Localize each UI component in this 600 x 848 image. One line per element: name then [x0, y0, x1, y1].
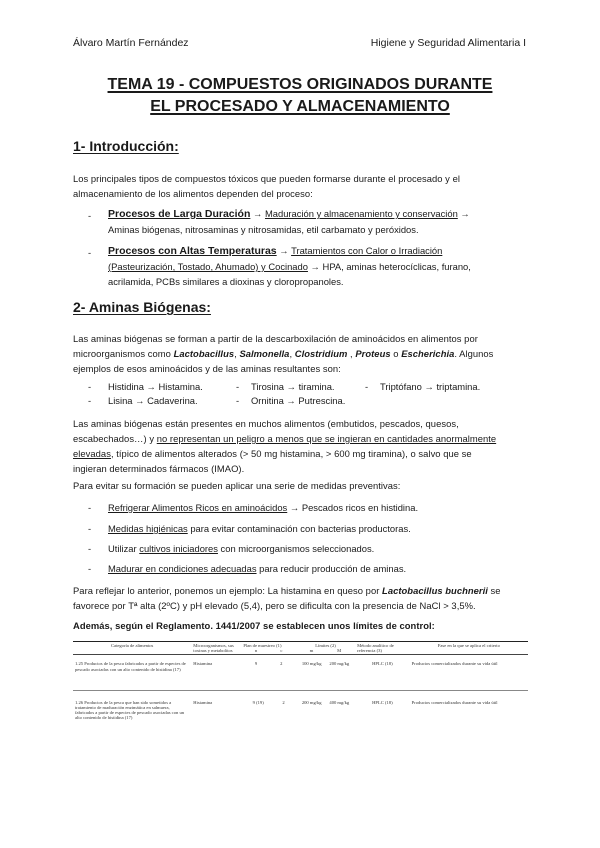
presence-line-1: Las aminas biógenas están presentes en muchos alimentos (embutidos, pescados, quesos, — [73, 418, 459, 429]
cell-method: HPLC (18) — [372, 699, 393, 705]
aa-tyrosine: Tirosina → tiramina. — [251, 381, 335, 392]
title-line-2: EL PROCESADO Y ALMACENAMIENTO — [150, 98, 450, 115]
regulation-sentence: Además, según el Reglamento. 1441/2007 se establecen unos límites de control: — [73, 620, 435, 631]
danger-condition: no representan un peligro a menos que se ingieran en cantidades anormalmente — [156, 433, 497, 444]
cell-microorganism: Histamina — [191, 655, 241, 690]
cell-stage: Productos comercializados durante su vida útil — [411, 699, 498, 705]
example-paragraph — [73, 583, 528, 613]
header-course: Higiene y Seguridad Alimentaria I — [370, 37, 526, 49]
bullet-dash: - — [88, 210, 92, 221]
cell-sampling: 9 2 — [241, 655, 296, 690]
th-method: Método analítico de referencia (3) — [355, 642, 410, 655]
amines-line-3: ejemplos de esos aminoácidos y de las aminas resultantes son: — [73, 363, 341, 374]
measure-hygiene: Medidas higiénicas para evitar contaminación con bacterias productoras. — [108, 523, 411, 534]
high-temp-link-2: (Pasteurización, Tostado, Ahumado) y Cocinado — [108, 261, 308, 272]
high-temp-compounds: HPA, aminas heterocíclicas, furano, — [322, 261, 471, 272]
intro-line-2: almacenamiento de los alimentos dependen del proceso: — [73, 188, 313, 199]
cell-limits: 200 mg/kg 400 mg/kg — [301, 699, 350, 705]
bullet-dash: - — [88, 543, 92, 554]
prevention-intro: Para evitar su formación se pueden aplicar una serie de medidas preventivas: — [73, 480, 401, 491]
presence-line-4: ingieran determinados fármacos (IMAO). — [73, 463, 245, 474]
presence-paragraph — [73, 416, 528, 476]
organism-lactobacillus-buchnerii: Lactobacillus buchnerii — [382, 585, 488, 596]
organism-proteus: Proteus — [355, 348, 391, 359]
bullet-dash: - — [88, 395, 92, 406]
bullet-dash: - — [88, 523, 92, 534]
intro-paragraph — [73, 171, 528, 201]
bullet-dash: - — [365, 381, 369, 392]
long-processes-term: Procesos de Larga Duración — [108, 208, 251, 220]
high-temp-link-1: Tratamientos con Calor o Irradiación — [291, 245, 443, 256]
amines-line-1: Las aminas biógenas se forman a partir de la descarboxilación de aminoácidos en alimentos por — [73, 333, 478, 344]
organism-escherichia: Escherichia — [401, 348, 455, 359]
cell-sampling: 9 (19) 2 — [252, 699, 285, 705]
title-line-1: TEMA 19 - COMPUESTOS ORIGINADOS DURANTE — [107, 76, 493, 93]
organism-lactobacillus: Lactobacillus — [173, 348, 235, 359]
aa-ornithine: Ornitina → Putrescina. — [251, 395, 346, 406]
table-header-row — [73, 642, 528, 655]
bullet-dash: - — [88, 381, 92, 392]
th-category: Categoría de alimentos — [73, 642, 191, 655]
cell-method: HPLC (18) — [355, 655, 410, 690]
bullet-dash: - — [88, 502, 92, 513]
th-limits: Límites (2) m M — [296, 642, 355, 655]
th-microorganisms: Microorganismos, sus toxinas y metabolitos — [191, 642, 241, 655]
bullet-dash: - — [88, 247, 92, 258]
header-author: Álvaro Martín Fernández — [73, 37, 189, 49]
cell-microorganism: Histamina — [193, 699, 213, 705]
organism-salmonella: Salmonella — [239, 348, 290, 359]
amines-paragraph — [73, 331, 528, 376]
example-line-2: favorece por Tª alta (2ºC) y pH elevado (5,4), pero se dificulta con la presencia de NaCl > 3,5%. — [73, 600, 476, 611]
bullet-dash: - — [236, 395, 240, 406]
aa-histidine: Histidina → Histamina. — [108, 381, 203, 392]
cell-category: 1.26 Productos de la pesca que han sido sometidos a tratamiento de maduración enzimática en salmuera, fabricados a partir de especies de pescado asociadas con un alto contenido de histidina (17) — [75, 699, 185, 721]
cell-stage: Productos comercializados durante su vida útil — [410, 655, 528, 690]
presence-line-3: elevadas, típico de alimentos alterados (> 50 mg histamina, > 600 mg tiramina), o salvo que se — [73, 448, 472, 459]
aa-tryptophan: Triptófano → triptamina. — [380, 381, 481, 392]
cell-limits: 100 mg/kg 200 mg/kg — [296, 655, 355, 690]
amines-line-2: microorganismos como Lactobacillus, Salmonella, Clostridium , Proteus o Escherichia. Algunos — [73, 348, 494, 359]
table-row — [73, 690, 528, 730]
bullet-high-temp-processes: Procesos con Altas Temperaturas → Tratamientos con Calor o Irradiación (Pasteurización, Tostado, Ahumado) y Cocinado → HPA, aminas heterocíclicas, furano, acrilamida, PCBs similares a dioxinas y cloropropanoles. — [108, 243, 528, 289]
cell-category: 1.25 Productos de la pesca fabricados a partir de especies de pescado asociadas con un alto contenido de histidina (17) — [73, 655, 191, 690]
bullet-dash: - — [88, 563, 92, 574]
th-stage: Fase en la que se aplica el criterio — [410, 642, 528, 655]
page-title — [60, 74, 540, 118]
histamine-limits-table — [73, 641, 528, 731]
measure-ripening: Madurar en condiciones adecuadas para reducir producción de aminas. — [108, 563, 407, 574]
aa-lysine: Lisina → Cadaverina. — [108, 395, 198, 406]
example-line-1: Para reflejar lo anterior, ponemos un ejemplo: La histamina en queso por Lactobacillus buchnerii se — [73, 585, 501, 596]
th-sampling: Plan de muestreo (1) n c — [241, 642, 296, 655]
presence-line-2: escabechados…) y no representan un peligro a menos que se ingieran en cantidades anormalmente — [73, 433, 497, 444]
organism-clostridium: Clostridium — [294, 348, 348, 359]
measure-refrigerate: Refrigerar Alimentos Ricos en aminoácidos → Pescados ricos en histidina. — [108, 502, 419, 513]
bullet-long-processes: Procesos de Larga Duración → Maduración y almacenamiento y conservación → Aminas biógenas, nitrosaminas y nitrosamidas, etil carbamato y peróxidos. — [108, 206, 528, 237]
high-temp-compounds-2: acrilamida, PCBs similares a dioxinas y cloropropanoles. — [108, 276, 344, 287]
high-temp-term: Procesos con Altas Temperaturas — [108, 245, 277, 257]
section-2-heading: 2- Aminas Biógenas: — [73, 299, 211, 315]
section-1-heading: 1- Introducción: — [73, 138, 179, 154]
measure-starter-cultures: Utilizar cultivos iniciadores con microorganismos seleccionados. — [108, 543, 375, 554]
bullet-dash: - — [236, 381, 240, 392]
table-row — [73, 655, 528, 690]
long-processes-compounds: Aminas biógenas, nitrosaminas y nitrosamidas, etil carbamato y peróxidos. — [108, 224, 419, 235]
long-processes-link: Maduración y almacenamiento y conservación — [264, 208, 458, 219]
intro-line-1: Los principales tipos de compuestos tóxicos que pueden formarse durante el procesado y el — [73, 173, 460, 184]
